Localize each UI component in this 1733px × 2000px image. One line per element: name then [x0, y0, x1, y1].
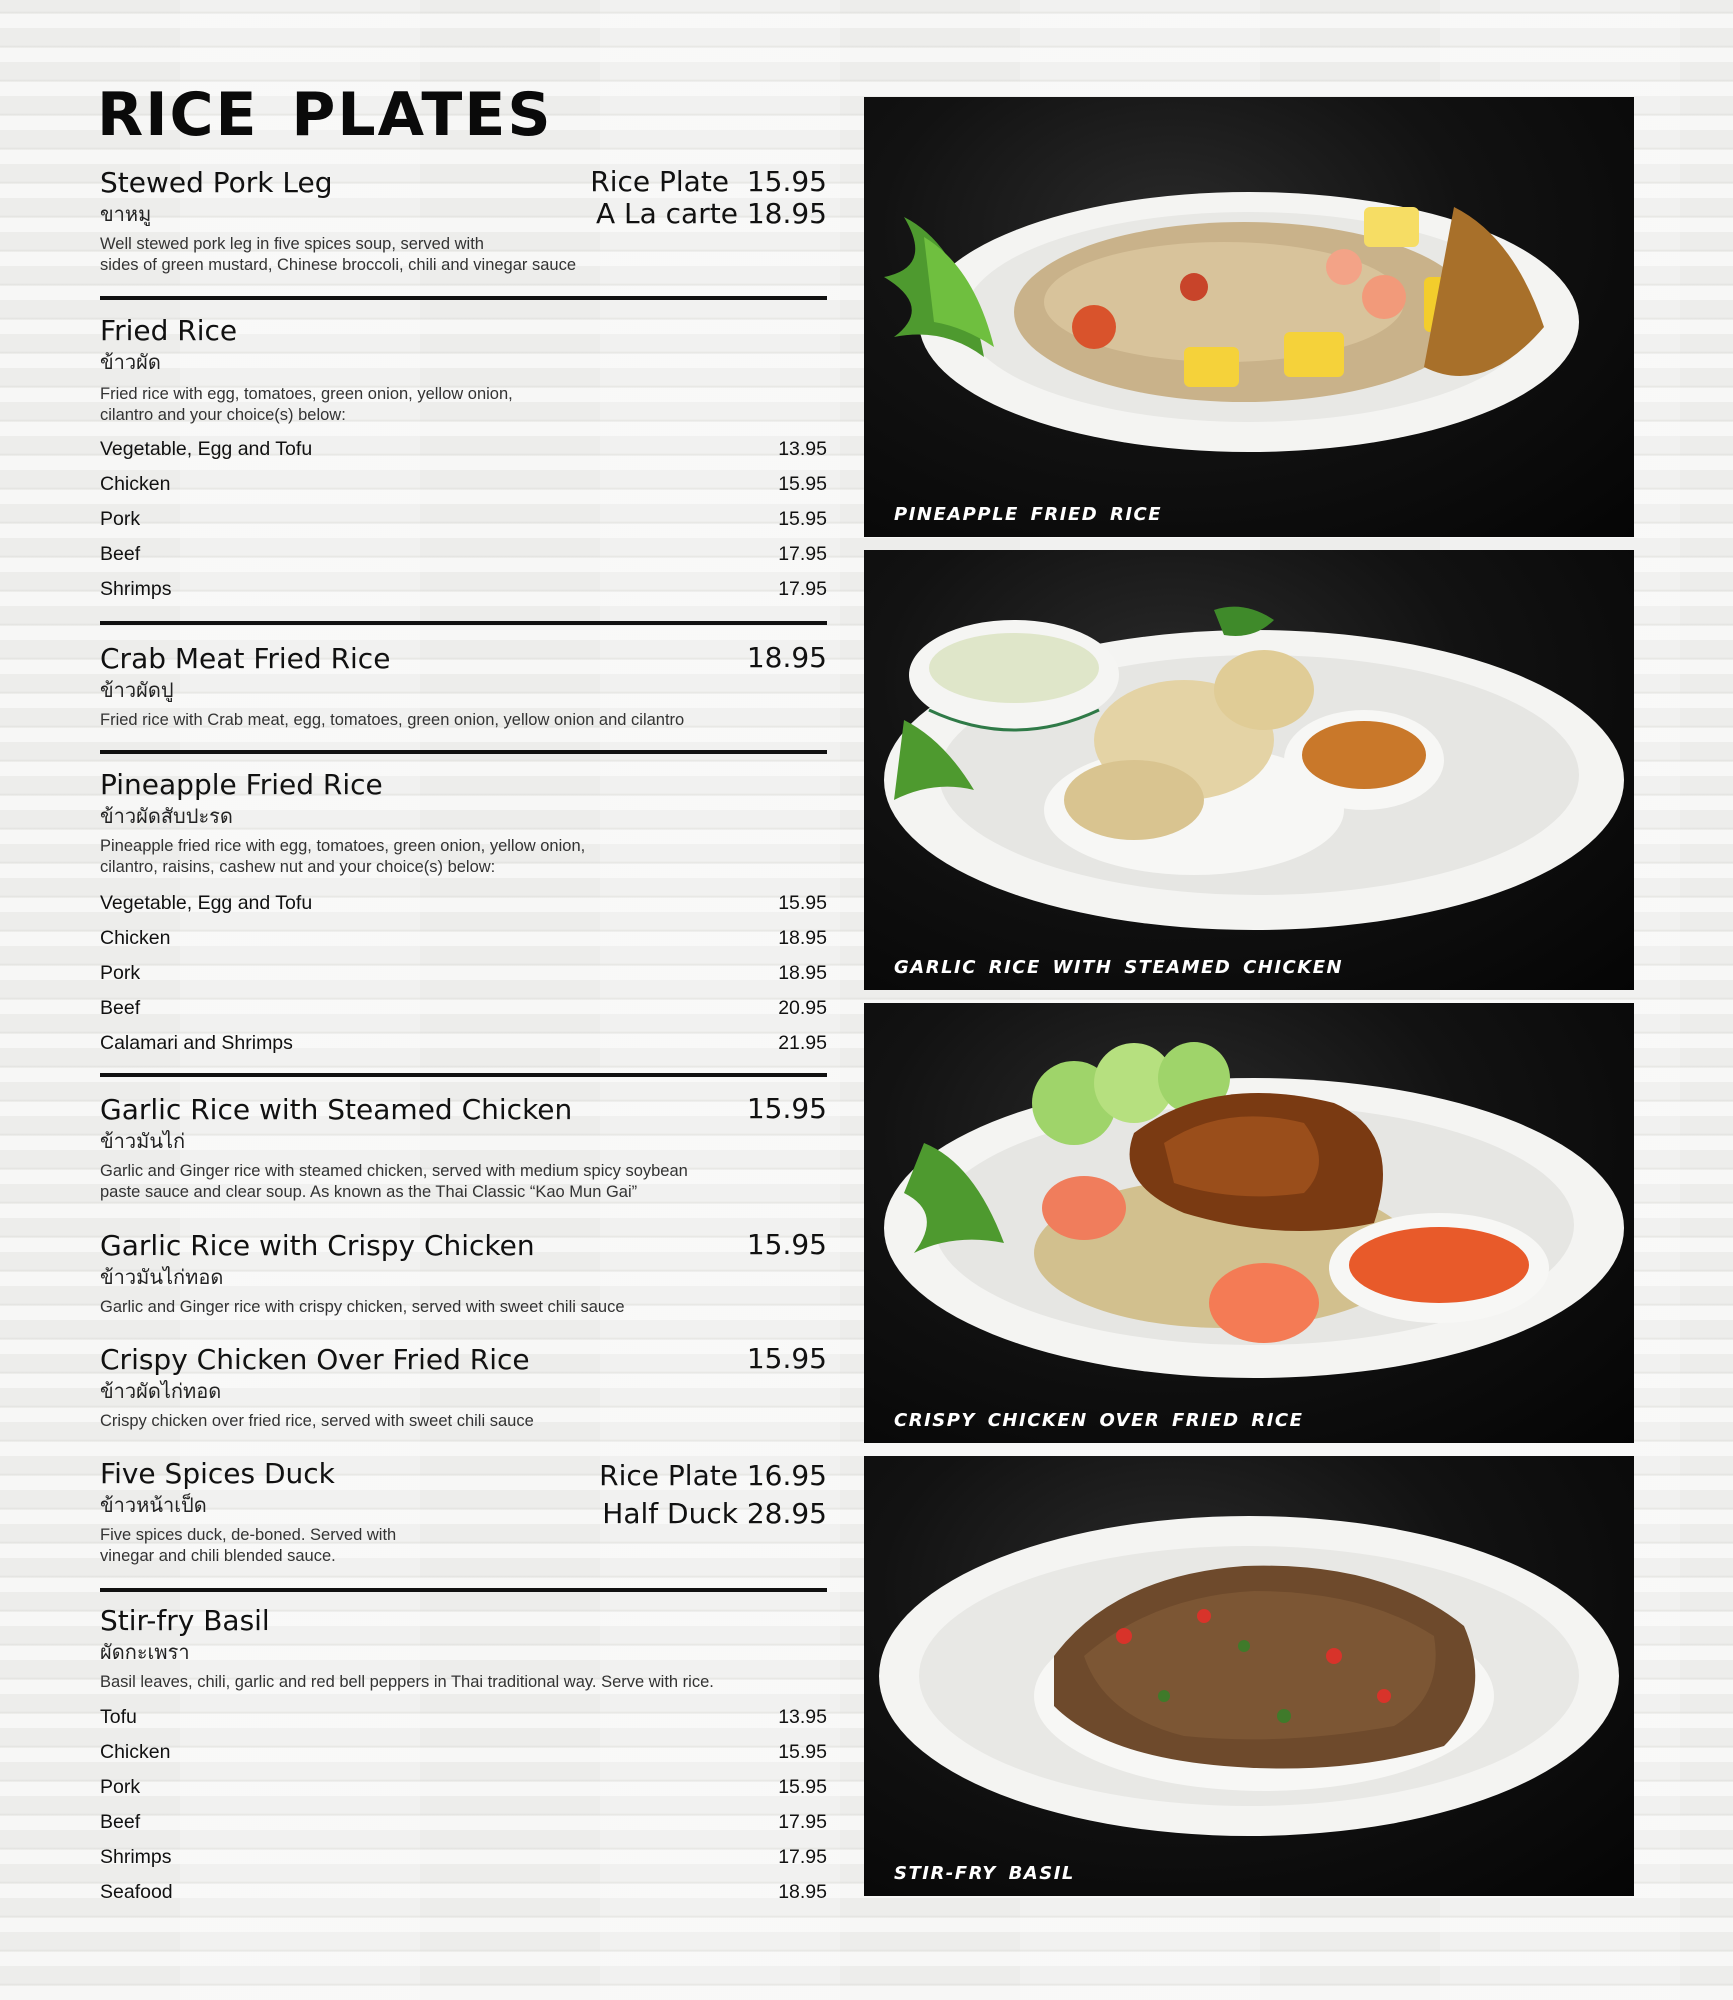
option-row: Vegetable, Egg and Tofu 13.95 — [100, 438, 827, 460]
item-description: Crispy chicken over fried rice, served with sweet chili sauce — [100, 1412, 534, 1430]
page-title: RICE PLATES — [97, 80, 553, 150]
item-description: Garlic and Ginger rice with steamed chicken, served with medium spicy soybean paste sauce and clear soup. As known as the Thai Classic “Kao Mun Gai” — [100, 1162, 688, 1201]
section-divider — [100, 1588, 827, 1592]
option-row: Tofu 13.95 — [100, 1706, 827, 1728]
item-name: Pineapple Fried Rice — [100, 768, 383, 801]
item-thai-name: ข้าวมันไก่ — [100, 1129, 186, 1153]
menu-item-garlic-rice-crispy-chicken — [100, 1229, 827, 1319]
item-price: 15.95 — [746, 1228, 827, 1261]
section-divider — [100, 1073, 827, 1077]
item-description: Pineapple fried rice with egg, tomatoes, green onion, yellow onion, cilantro, raisins, cashew nut and your choice(s) below: — [100, 837, 586, 876]
option-row: Chicken 18.95 — [100, 927, 827, 949]
pineapple-fried-rice-photo — [864, 97, 1634, 537]
item-price: 18.95 — [746, 641, 827, 674]
photo-caption: GARLIC RICE WITH STEAMED CHICKEN — [894, 957, 1344, 978]
crispy-chicken-fried-rice-photo — [864, 1003, 1634, 1443]
menu-item-five-spices-duck — [100, 1457, 827, 1567]
item-price — [599, 1457, 827, 1533]
item-thai-name: ข้าวผัดสับปะรด — [100, 804, 233, 828]
option-row: Chicken 15.95 — [100, 1741, 827, 1763]
photo-caption: PINEAPPLE FRIED RICE — [894, 504, 1163, 525]
item-name: Garlic Rice with Steamed Chicken — [100, 1093, 573, 1126]
price-line-rice-plate: Rice Plate 16.95 — [599, 1459, 827, 1492]
menu-item-stewed-pork-leg — [100, 166, 827, 286]
option-row: Chicken 15.95 — [100, 473, 827, 495]
pineapple-fried-rice-illustration — [864, 97, 1634, 537]
item-thai-name: ผัดกะเพรา — [100, 1640, 190, 1664]
option-row: Beef 17.95 — [100, 543, 827, 565]
item-name: Stewed Pork Leg — [100, 166, 333, 199]
section-divider — [100, 296, 827, 300]
option-row: Shrimps 17.95 — [100, 1846, 827, 1868]
menu-item-pineapple-fried-rice — [100, 768, 827, 1058]
stir-fry-basil-illustration — [864, 1456, 1634, 1896]
option-row: Beef 20.95 — [100, 997, 827, 1019]
menu-item-crispy-chicken-over-fried-rice — [100, 1343, 827, 1433]
item-description: Well stewed pork leg in five spices soup, served with sides of green mustard, Chinese broccoli, chili and vinegar sauce — [100, 235, 577, 274]
item-price: 15.95 — [746, 1092, 827, 1125]
item-description: Five spices duck, de-boned. Served with vinegar and chili blended sauce. — [100, 1526, 397, 1565]
option-row: Pork 15.95 — [100, 508, 827, 530]
item-thai-name: ข้าวผัดไก่ทอด — [100, 1379, 222, 1403]
item-thai-name: ข้าวผัดปู — [100, 678, 174, 702]
photo-caption: STIR-FRY BASIL — [894, 1863, 1075, 1884]
stir-fry-basil-photo — [864, 1456, 1634, 1896]
menu-item-fried-rice — [100, 314, 827, 604]
section-divider — [100, 750, 827, 754]
garlic-rice-steamed-chicken-photo — [864, 550, 1634, 990]
option-row: Vegetable, Egg and Tofu 15.95 — [100, 892, 827, 914]
option-row: Beef 17.95 — [100, 1811, 827, 1833]
menu-item-crab-meat-fried-rice — [100, 642, 827, 732]
item-name: Crispy Chicken Over Fried Rice — [100, 1343, 530, 1376]
item-price: 15.95 — [746, 1342, 827, 1375]
price-line-half-duck: Half Duck 28.95 — [602, 1497, 827, 1530]
item-description: Fried rice with Crab meat, egg, tomatoes, green onion, yellow onion and cilantro — [100, 711, 685, 729]
item-name: Stir-fry Basil — [100, 1604, 270, 1637]
price-line-a-la-carte: A La carte 18.95 — [595, 197, 827, 230]
item-thai-name: ขาหมู — [100, 202, 152, 226]
option-row: Calamari and Shrimps 21.95 — [100, 1032, 827, 1054]
garlic-rice-steamed-chicken-illustration — [864, 550, 1634, 990]
item-name: Five Spices Duck — [100, 1457, 335, 1490]
option-row: Pork 15.95 — [100, 1776, 827, 1798]
crispy-chicken-fried-rice-illustration — [864, 1003, 1634, 1443]
option-row: Seafood 18.95 — [100, 1881, 827, 1903]
section-divider — [100, 621, 827, 625]
item-name: Crab Meat Fried Rice — [100, 642, 391, 675]
option-row: Shrimps 17.95 — [100, 578, 827, 600]
item-thai-name: ข้าวผัด — [100, 350, 161, 374]
item-thai-name: ข้าวมันไก่ทอด — [100, 1265, 224, 1289]
item-name: Garlic Rice with Crispy Chicken — [100, 1229, 535, 1262]
price-line-rice-plate: Rice Plate 15.95 — [590, 165, 827, 198]
menu-item-stir-fry-basil — [100, 1604, 827, 1914]
item-description: Fried rice with egg, tomatoes, green onion, yellow onion, cilantro and your choice(s) below: — [100, 385, 513, 424]
item-thai-name: ข้าวหน้าเป็ด — [100, 1493, 207, 1517]
menu-item-garlic-rice-steamed-chicken — [100, 1093, 827, 1203]
item-description: Basil leaves, chili, garlic and red bell peppers in Thai traditional way. Serve with rice. — [100, 1673, 714, 1691]
item-name: Fried Rice — [100, 314, 238, 347]
item-description: Garlic and Ginger rice with crispy chicken, served with sweet chili sauce — [100, 1298, 625, 1316]
photo-caption: CRISPY CHICKEN OVER FRIED RICE — [894, 1410, 1304, 1431]
item-price — [590, 166, 827, 230]
option-row: Pork 18.95 — [100, 962, 827, 984]
